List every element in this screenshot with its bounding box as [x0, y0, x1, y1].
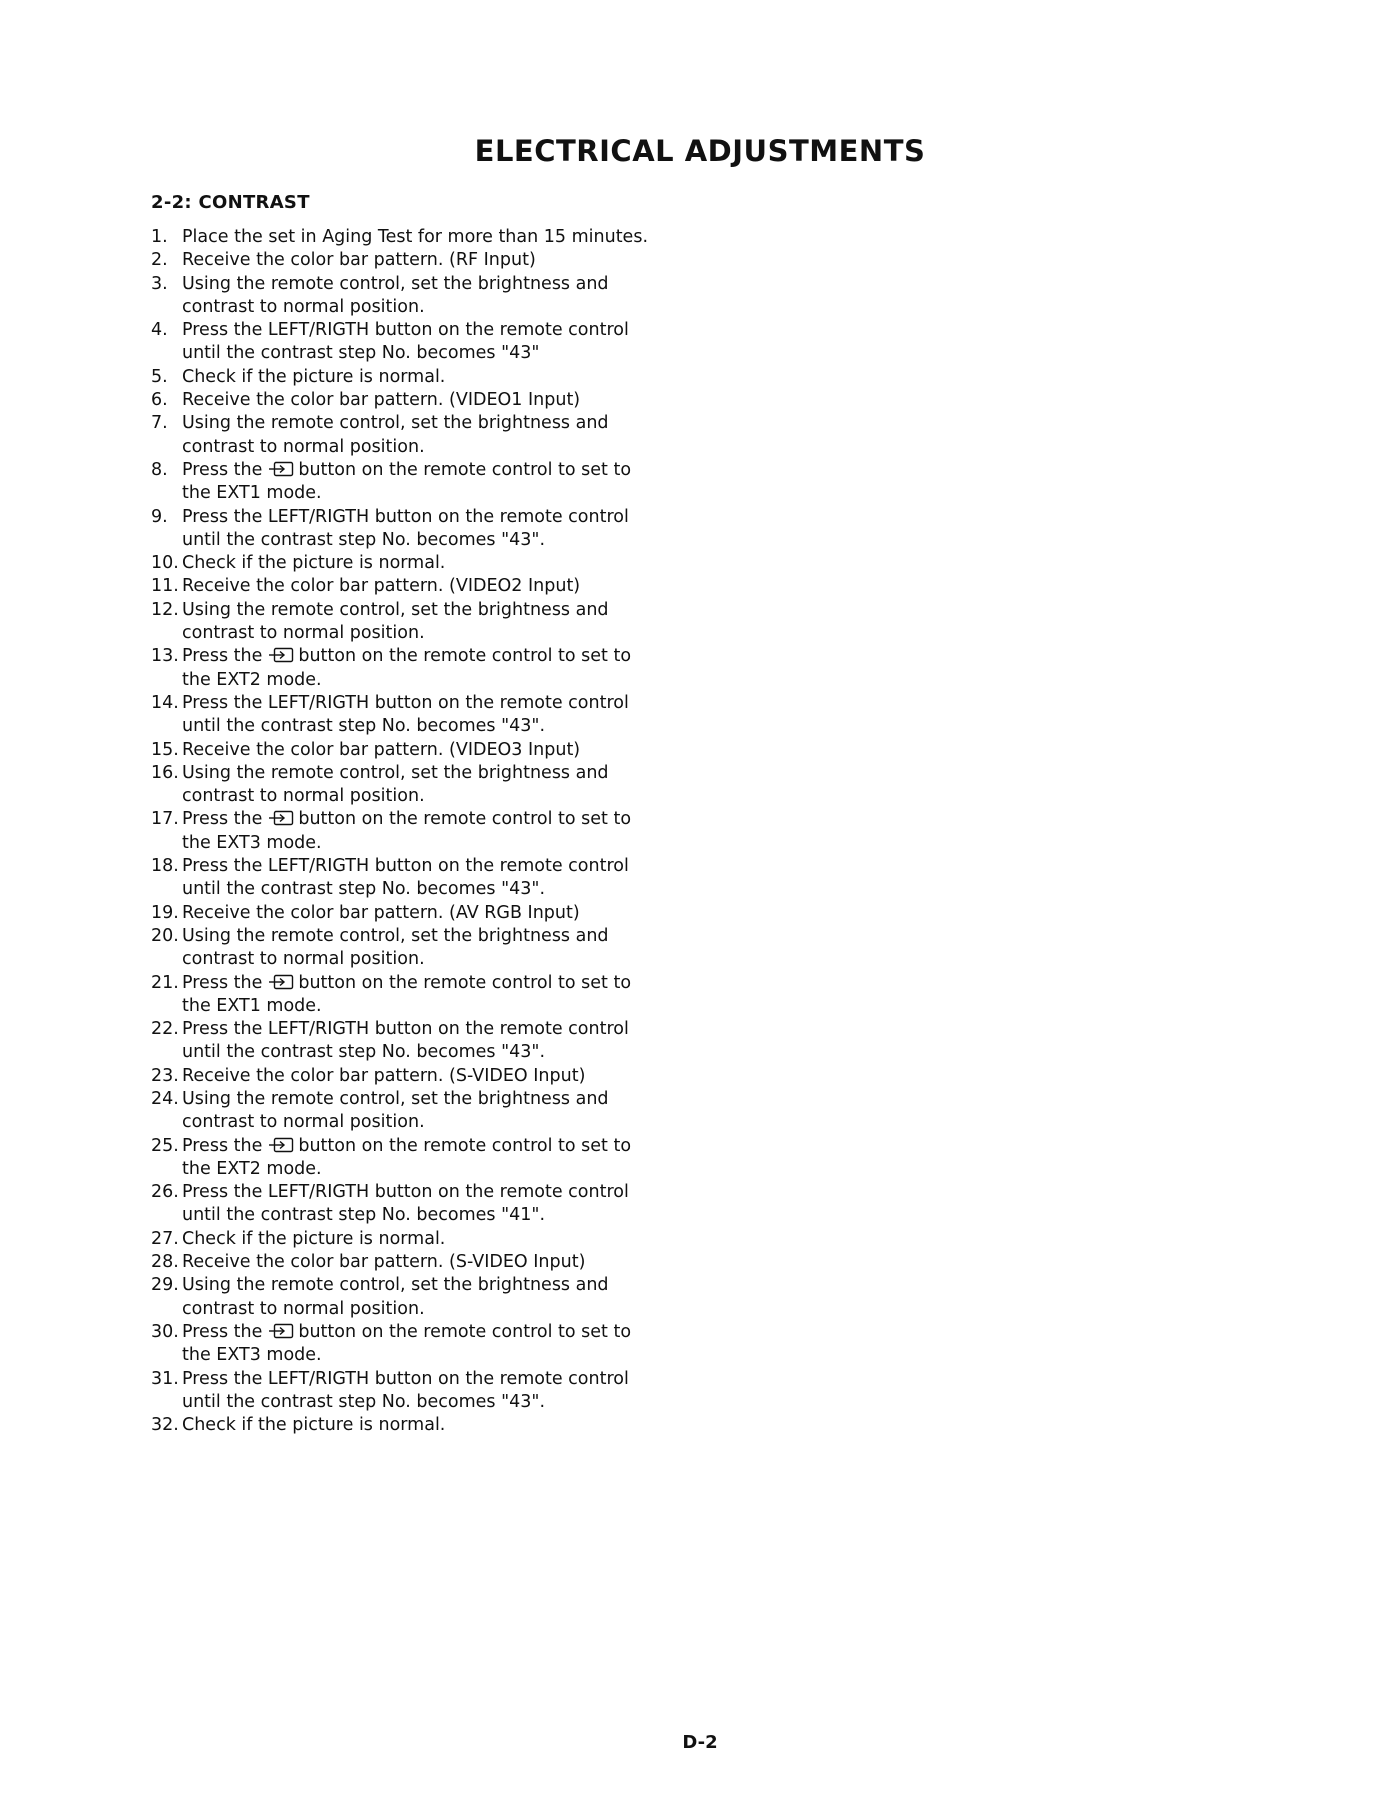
- step-number: 25.: [151, 1135, 179, 1156]
- step-line: Place the set in Aging Test for more than 15 minutes.: [182, 227, 649, 247]
- step-line: contrast to normal position.: [182, 786, 425, 807]
- step-text: [182, 226, 711, 249]
- list-item: [151, 552, 711, 575]
- step-line: Receive the color bar pattern. (VIDEO2 Input): [182, 576, 581, 597]
- step-text: [182, 1274, 711, 1321]
- step-line: contrast to normal position.: [182, 1298, 425, 1319]
- list-item: [151, 412, 711, 459]
- step-number: 15.: [151, 739, 179, 760]
- step-number: 7.: [151, 413, 168, 434]
- step-line: the EXT2 mode.: [182, 669, 322, 690]
- step-line: until the contrast step No. becomes "43".: [182, 529, 546, 550]
- step-line: until the contrast step No. becomes "41".: [182, 1205, 546, 1226]
- list-item: [151, 1274, 711, 1321]
- step-text-after-icon: button on the remote control to set to: [298, 972, 632, 993]
- step-number: 12.: [151, 599, 179, 620]
- step-number: 10.: [151, 553, 179, 574]
- step-line: Using the remote control, set the brightness and: [182, 599, 609, 620]
- step-line: Press the LEFT/RIGTH button on the remote control: [182, 1182, 629, 1203]
- step-text: [182, 1321, 711, 1368]
- step-number: 14.: [151, 692, 179, 713]
- contrast-steps-list: [151, 226, 711, 1437]
- list-item: [151, 925, 711, 972]
- step-text-before-icon: Press the: [182, 1135, 263, 1156]
- list-item: [151, 366, 711, 389]
- step-line: [182, 808, 711, 831]
- step-text: [182, 1088, 711, 1135]
- step-line: Check if the picture is normal.: [182, 553, 446, 574]
- step-line: Using the remote control, set the brightness and: [182, 925, 609, 946]
- list-item: [151, 1368, 711, 1415]
- step-text: [182, 249, 711, 272]
- step-text: [182, 925, 711, 972]
- step-line: Receive the color bar pattern. (VIDEO1 Input): [182, 390, 581, 411]
- step-text: [182, 739, 711, 762]
- step-number: 23.: [151, 1065, 179, 1086]
- input-select-icon: [268, 647, 294, 663]
- step-text-before-icon: Press the: [182, 809, 263, 830]
- step-text-after-icon: button on the remote control to set to: [298, 1321, 632, 1342]
- step-line: until the contrast step No. becomes "43".: [182, 716, 546, 737]
- step-text: [182, 1228, 711, 1251]
- page-title: ELECTRICAL ADJUSTMENTS: [474, 134, 926, 168]
- list-item: [151, 389, 711, 412]
- step-number: 18.: [151, 856, 179, 877]
- step-number: 28.: [151, 1252, 179, 1273]
- step-number: 9.: [151, 506, 168, 527]
- step-line: Press the LEFT/RIGTH button on the remote control: [182, 1368, 629, 1389]
- list-item: [151, 645, 711, 692]
- step-text: [182, 1368, 711, 1415]
- step-text: [182, 808, 711, 855]
- step-line: until the contrast step No. becomes "43".: [182, 879, 546, 900]
- step-text: [182, 366, 711, 389]
- step-line: [182, 645, 711, 668]
- step-line: contrast to normal position.: [182, 436, 425, 457]
- step-line: contrast to normal position.: [182, 949, 425, 970]
- list-item: [151, 249, 711, 272]
- list-item: [151, 226, 711, 249]
- step-number: 22.: [151, 1019, 179, 1040]
- step-text: [182, 1251, 711, 1274]
- step-line: [182, 1321, 711, 1344]
- step-number: 2.: [151, 250, 168, 271]
- step-text-before-icon: Press the: [182, 459, 263, 480]
- list-item: [151, 808, 711, 855]
- step-line: the EXT3 mode.: [182, 1345, 322, 1366]
- list-item: [151, 1135, 711, 1182]
- step-text-before-icon: Press the: [182, 646, 263, 667]
- step-line: Check if the picture is normal.: [182, 1415, 446, 1436]
- list-item: [151, 1228, 711, 1251]
- step-number: 29.: [151, 1275, 179, 1296]
- step-number: 1.: [151, 227, 168, 247]
- list-item: [151, 1065, 711, 1088]
- step-text: [182, 1065, 711, 1088]
- step-line: Using the remote control, set the brightness and: [182, 762, 609, 783]
- step-text: [182, 855, 711, 902]
- list-item: [151, 599, 711, 646]
- input-select-icon: [268, 461, 294, 477]
- step-text: [182, 645, 711, 692]
- step-text: [182, 692, 711, 739]
- step-text: [182, 599, 711, 646]
- step-line: Check if the picture is normal.: [182, 366, 446, 387]
- step-number: 11.: [151, 576, 179, 597]
- step-text: [182, 1414, 711, 1437]
- step-line: [182, 1135, 711, 1158]
- step-text: [182, 1018, 711, 1065]
- step-line: Using the remote control, set the brightness and: [182, 1088, 609, 1109]
- list-item: [151, 902, 711, 925]
- step-text-before-icon: Press the: [182, 972, 263, 993]
- list-item: [151, 692, 711, 739]
- step-line: Receive the color bar pattern. (VIDEO3 Input): [182, 739, 581, 760]
- list-item: [151, 575, 711, 598]
- list-item: [151, 855, 711, 902]
- step-text: [182, 1181, 711, 1228]
- input-select-icon: [268, 1137, 294, 1153]
- step-text-after-icon: button on the remote control to set to: [298, 459, 632, 480]
- step-number: 16.: [151, 762, 179, 783]
- page-number: D-2: [682, 1732, 718, 1753]
- step-number: 30.: [151, 1321, 179, 1342]
- step-line: Press the LEFT/RIGTH button on the remote control: [182, 1019, 629, 1040]
- step-number: 5.: [151, 366, 168, 387]
- step-number: 17.: [151, 809, 179, 830]
- list-item: [151, 762, 711, 809]
- step-number: 27.: [151, 1228, 179, 1249]
- list-item: [151, 1251, 711, 1274]
- step-line: Receive the color bar pattern. (AV RGB Input): [182, 902, 580, 923]
- step-line: the EXT3 mode.: [182, 832, 322, 853]
- step-number: 8.: [151, 459, 168, 480]
- step-number: 21.: [151, 972, 179, 993]
- step-number: 6.: [151, 390, 168, 411]
- step-number: 26.: [151, 1182, 179, 1203]
- step-text-before-icon: Press the: [182, 1321, 263, 1342]
- list-item: [151, 1414, 711, 1437]
- step-line: Press the LEFT/RIGTH button on the remote control: [182, 320, 629, 341]
- step-text: [182, 506, 711, 553]
- step-text: [182, 389, 711, 412]
- step-text: [182, 412, 711, 459]
- input-select-icon: [268, 974, 294, 990]
- step-line: Using the remote control, set the brightness and: [182, 413, 609, 434]
- list-item: [151, 459, 711, 506]
- step-line: until the contrast step No. becomes "43": [182, 343, 540, 364]
- step-text: [182, 762, 711, 809]
- step-number: 31.: [151, 1368, 179, 1389]
- step-number: 19.: [151, 902, 179, 923]
- step-number: 13.: [151, 646, 179, 667]
- step-line: the EXT1 mode.: [182, 995, 322, 1016]
- step-line: Check if the picture is normal.: [182, 1228, 446, 1249]
- step-line: [182, 972, 711, 995]
- step-line: Press the LEFT/RIGTH button on the remote control: [182, 856, 629, 877]
- step-number: 24.: [151, 1088, 179, 1109]
- input-select-icon: [268, 1323, 294, 1339]
- step-line: Receive the color bar pattern. (S-VIDEO Input): [182, 1065, 586, 1086]
- step-line: until the contrast step No. becomes "43".: [182, 1391, 546, 1412]
- step-text-after-icon: button on the remote control to set to: [298, 809, 632, 830]
- step-text: [182, 459, 711, 506]
- step-text: [182, 552, 711, 575]
- step-line: contrast to normal position.: [182, 623, 425, 644]
- list-item: [151, 1181, 711, 1228]
- step-line: the EXT2 mode.: [182, 1158, 322, 1179]
- list-item: [151, 739, 711, 762]
- list-item: [151, 1018, 711, 1065]
- list-item: [151, 319, 711, 366]
- step-line: the EXT1 mode.: [182, 483, 322, 504]
- list-item: [151, 273, 711, 320]
- step-line: [182, 459, 711, 482]
- step-text-after-icon: button on the remote control to set to: [298, 1135, 632, 1156]
- input-select-icon: [268, 810, 294, 826]
- list-item: [151, 1321, 711, 1368]
- step-line: Receive the color bar pattern. (S-VIDEO Input): [182, 1252, 586, 1273]
- step-number: 20.: [151, 925, 179, 946]
- step-text: [182, 319, 711, 366]
- step-line: contrast to normal position.: [182, 1112, 425, 1133]
- list-item: [151, 1088, 711, 1135]
- list-item: [151, 506, 711, 553]
- step-text: [182, 972, 711, 1019]
- step-line: Press the LEFT/RIGTH button on the remote control: [182, 692, 629, 713]
- step-text: [182, 902, 711, 925]
- step-number: 32.: [151, 1415, 179, 1436]
- step-number: 4.: [151, 320, 168, 341]
- section-heading: 2-2: CONTRAST: [151, 192, 310, 213]
- step-text: [182, 273, 711, 320]
- step-line: until the contrast step No. becomes "43".: [182, 1042, 546, 1063]
- step-line: Using the remote control, set the brightness and: [182, 273, 609, 294]
- step-text: [182, 575, 711, 598]
- step-line: Press the LEFT/RIGTH button on the remote control: [182, 506, 629, 527]
- step-line: Using the remote control, set the brightness and: [182, 1275, 609, 1296]
- list-item: [151, 972, 711, 1019]
- step-line: Receive the color bar pattern. (RF Input): [182, 250, 536, 271]
- step-line: contrast to normal position.: [182, 296, 425, 317]
- step-number: 3.: [151, 273, 168, 294]
- step-text-after-icon: button on the remote control to set to: [298, 646, 632, 667]
- step-text: [182, 1135, 711, 1182]
